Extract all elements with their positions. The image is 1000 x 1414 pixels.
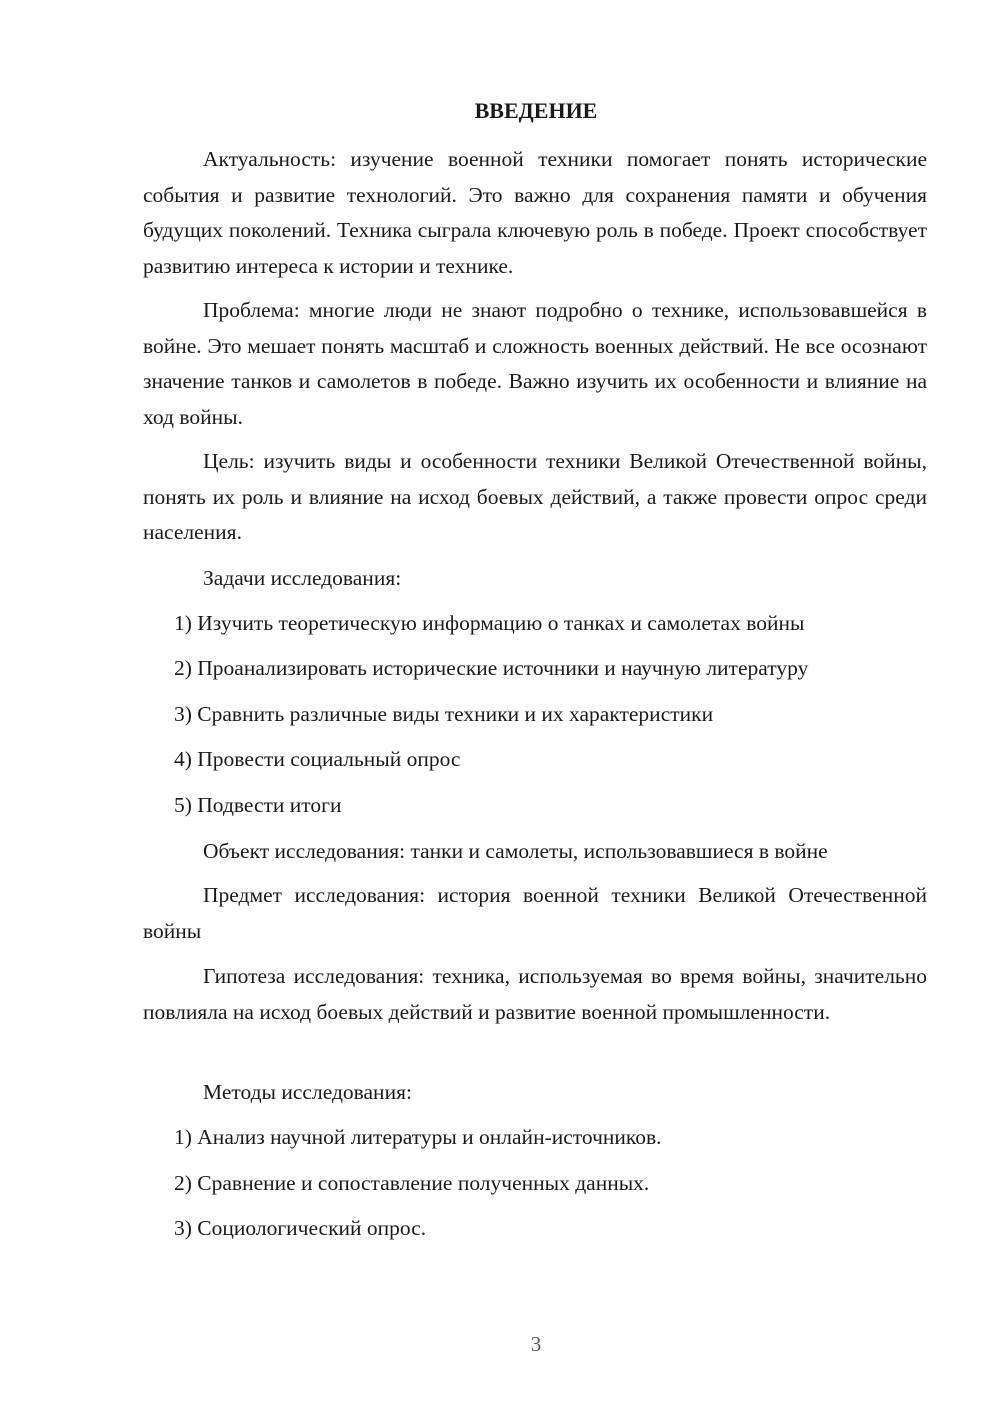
task-item: 2) Проанализировать исторические источники и научную литературу <box>174 656 809 680</box>
task-item: 3) Сравнить различные виды техники и их характеристики <box>174 702 714 726</box>
task-item: 5) Подвести итоги <box>174 793 342 817</box>
hypothesis-paragraph: Гипотеза исследования: техника, используемая во время войны, значительно повлияла на исход боевых действий и развитие военной промышленности. <box>143 964 927 1024</box>
tasks-heading: Задачи исследования: <box>203 566 402 590</box>
problem-paragraph: Проблема: многие люди не знают подробно о технике, использовавшейся в войне. Это мешает понять масштаб и сложность военных действий. Не все осознают значение танков и самолетов в победе. Важно изучить их особенности и влияние на ход войны. <box>143 298 927 429</box>
method-item: 1) Анализ научной литературы и онлайн-источников. <box>174 1125 662 1149</box>
methods-heading: Методы исследования: <box>203 1080 412 1104</box>
task-item: 1) Изучить теоретическую информацию о танках и самолетах войны <box>174 611 805 635</box>
object-line: Объект исследования: танки и самолеты, использовавшиеся в войне <box>203 839 828 863</box>
task-item: 4) Провести социальный опрос <box>174 747 461 771</box>
relevance-paragraph: Актуальность: изучение военной техники помогает понять исторические события и развитие технологий. Это важно для сохранения памяти и обучения будущих поколений. Техника сыграла ключевую роль в победе. Проект способствует развитию интереса к истории и технике. <box>143 147 927 278</box>
subject-paragraph: Предмет исследования: история военной техники Великой Отечественной войны <box>143 883 927 943</box>
page-number: 3 <box>530 1332 542 1356</box>
method-item: 3) Социологический опрос. <box>174 1216 427 1240</box>
method-item: 2) Сравнение и сопоставление полученных данных. <box>174 1171 650 1195</box>
goal-paragraph: Цель: изучить виды и особенности техники Великой Отечественной войны, понять их роль и влияние на исход боевых действий, а также провести опрос среди населения. <box>143 449 927 544</box>
section-title: ВВЕДЕНИЕ <box>474 98 598 123</box>
